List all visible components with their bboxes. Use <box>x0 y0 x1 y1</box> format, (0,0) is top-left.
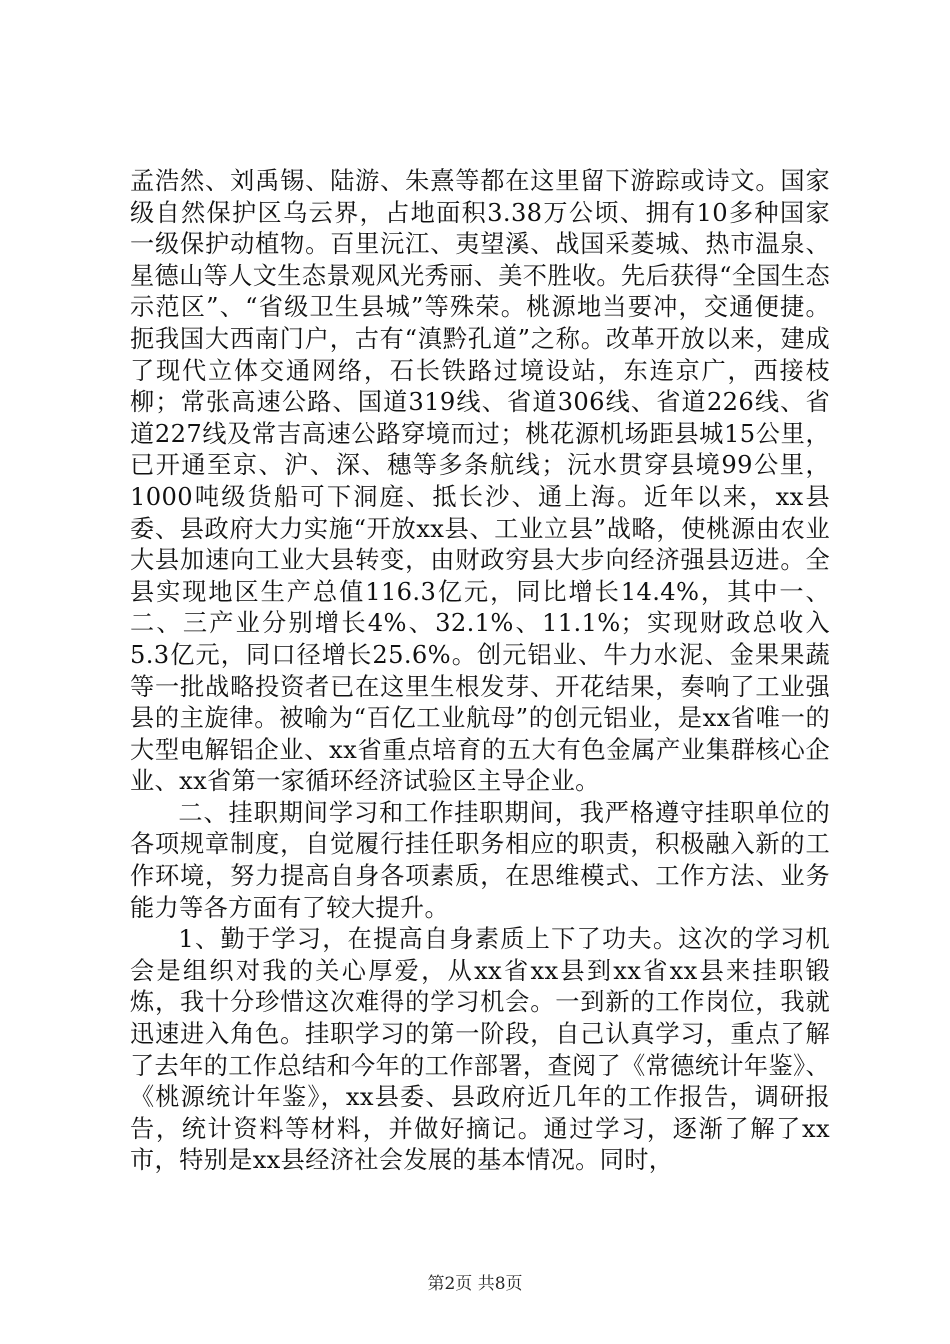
page-footer <box>0 1272 950 1296</box>
paragraph-section-two: 二、挂职期间学习和工作挂职期间，我严格遵守挂职单位的各项规章制度，自觉履行挂任职务相应的职责，积极融入新的工作环境，努力提高自身各项素质，在思维模式、工作方法、业务能力等各方面有了较大提升。 <box>130 798 830 922</box>
paragraph-continuation: 孟浩然、刘禹锡、陆游、朱熹等都在这里留下游踪或诗文。国家级自然保护区乌云界，占地面积3.38万公顷、拥有10多种国家一级保护动植物。百里沅江、夷望溪、战国采菱城、热市温泉、星德山等人文生态景观风光秀丽、美不胜收。先后获得“全国生态示范区”、“省级卫生县城”等殊荣。桃源地当要冲，交通便捷。扼我国大西南门户，古有“滇黔孔道”之称。改革开放以来，建成了现代立体交通网络，石长铁路过境设站，东连京广，西接枝柳；常张高速公路、国道319线、省道306线、省道226线、省道227线及常吉高速公路穿境而过；桃花源机场距县城15公里，已开通至京、沪、深、穗等多条航线；沅水贯穿县境99公里，1000吨级货船可下洞庭、抵长沙、通上海。近年以来，xx县委、县政府大力实施“开放xx县、工业立县”战略，使桃源由农业大县加速向工业大县转变，由财政穷县大步向经济强县迈进。全县实现地区生产总值116.3亿元，同比增长14.4%，其中一、二、三产业分别增长4%、32.1%、11.1%；实现财政总收入5.3亿元，同口径增长25.6%。创元铝业、牛力水泥、金果果蔬等一批战略投资者已在这里生根发芽、开花结果，奏响了工业强县的主旋律。被喻为“百亿工业航母”的创元铝业，是xx省唯一的大型电解铝企业、xx省重点培育的五大有色金属产业集群核心企业、xx省第一家循环经济试验区主导企业。 <box>130 167 830 796</box>
document-body <box>130 166 830 1177</box>
paragraph-item-one: 1、勤于学习，在提高自身素质上下了功夫。这次的学习机会是组织对我的关心厚爱，从xx省xx县到xx省xx县来挂职锻炼，我十分珍惜这次难得的学习机会。一到新的工作岗位，我就迅速进入角色。挂职学习的第一阶段，自己认真学习，重点了解了去年的工作总结和今年的工作部署，查阅了《常德统计年鉴》、《桃源统计年鉴》，xx县委、县政府近几年的工作报告，调研报告，统计资料等材料，并做好摘记。通过学习，逐渐了解了xx市，特别是xx县经济社会发展的基本情况。同时， <box>130 925 830 1175</box>
page-number: 第2页 共8页 <box>427 1274 523 1294</box>
